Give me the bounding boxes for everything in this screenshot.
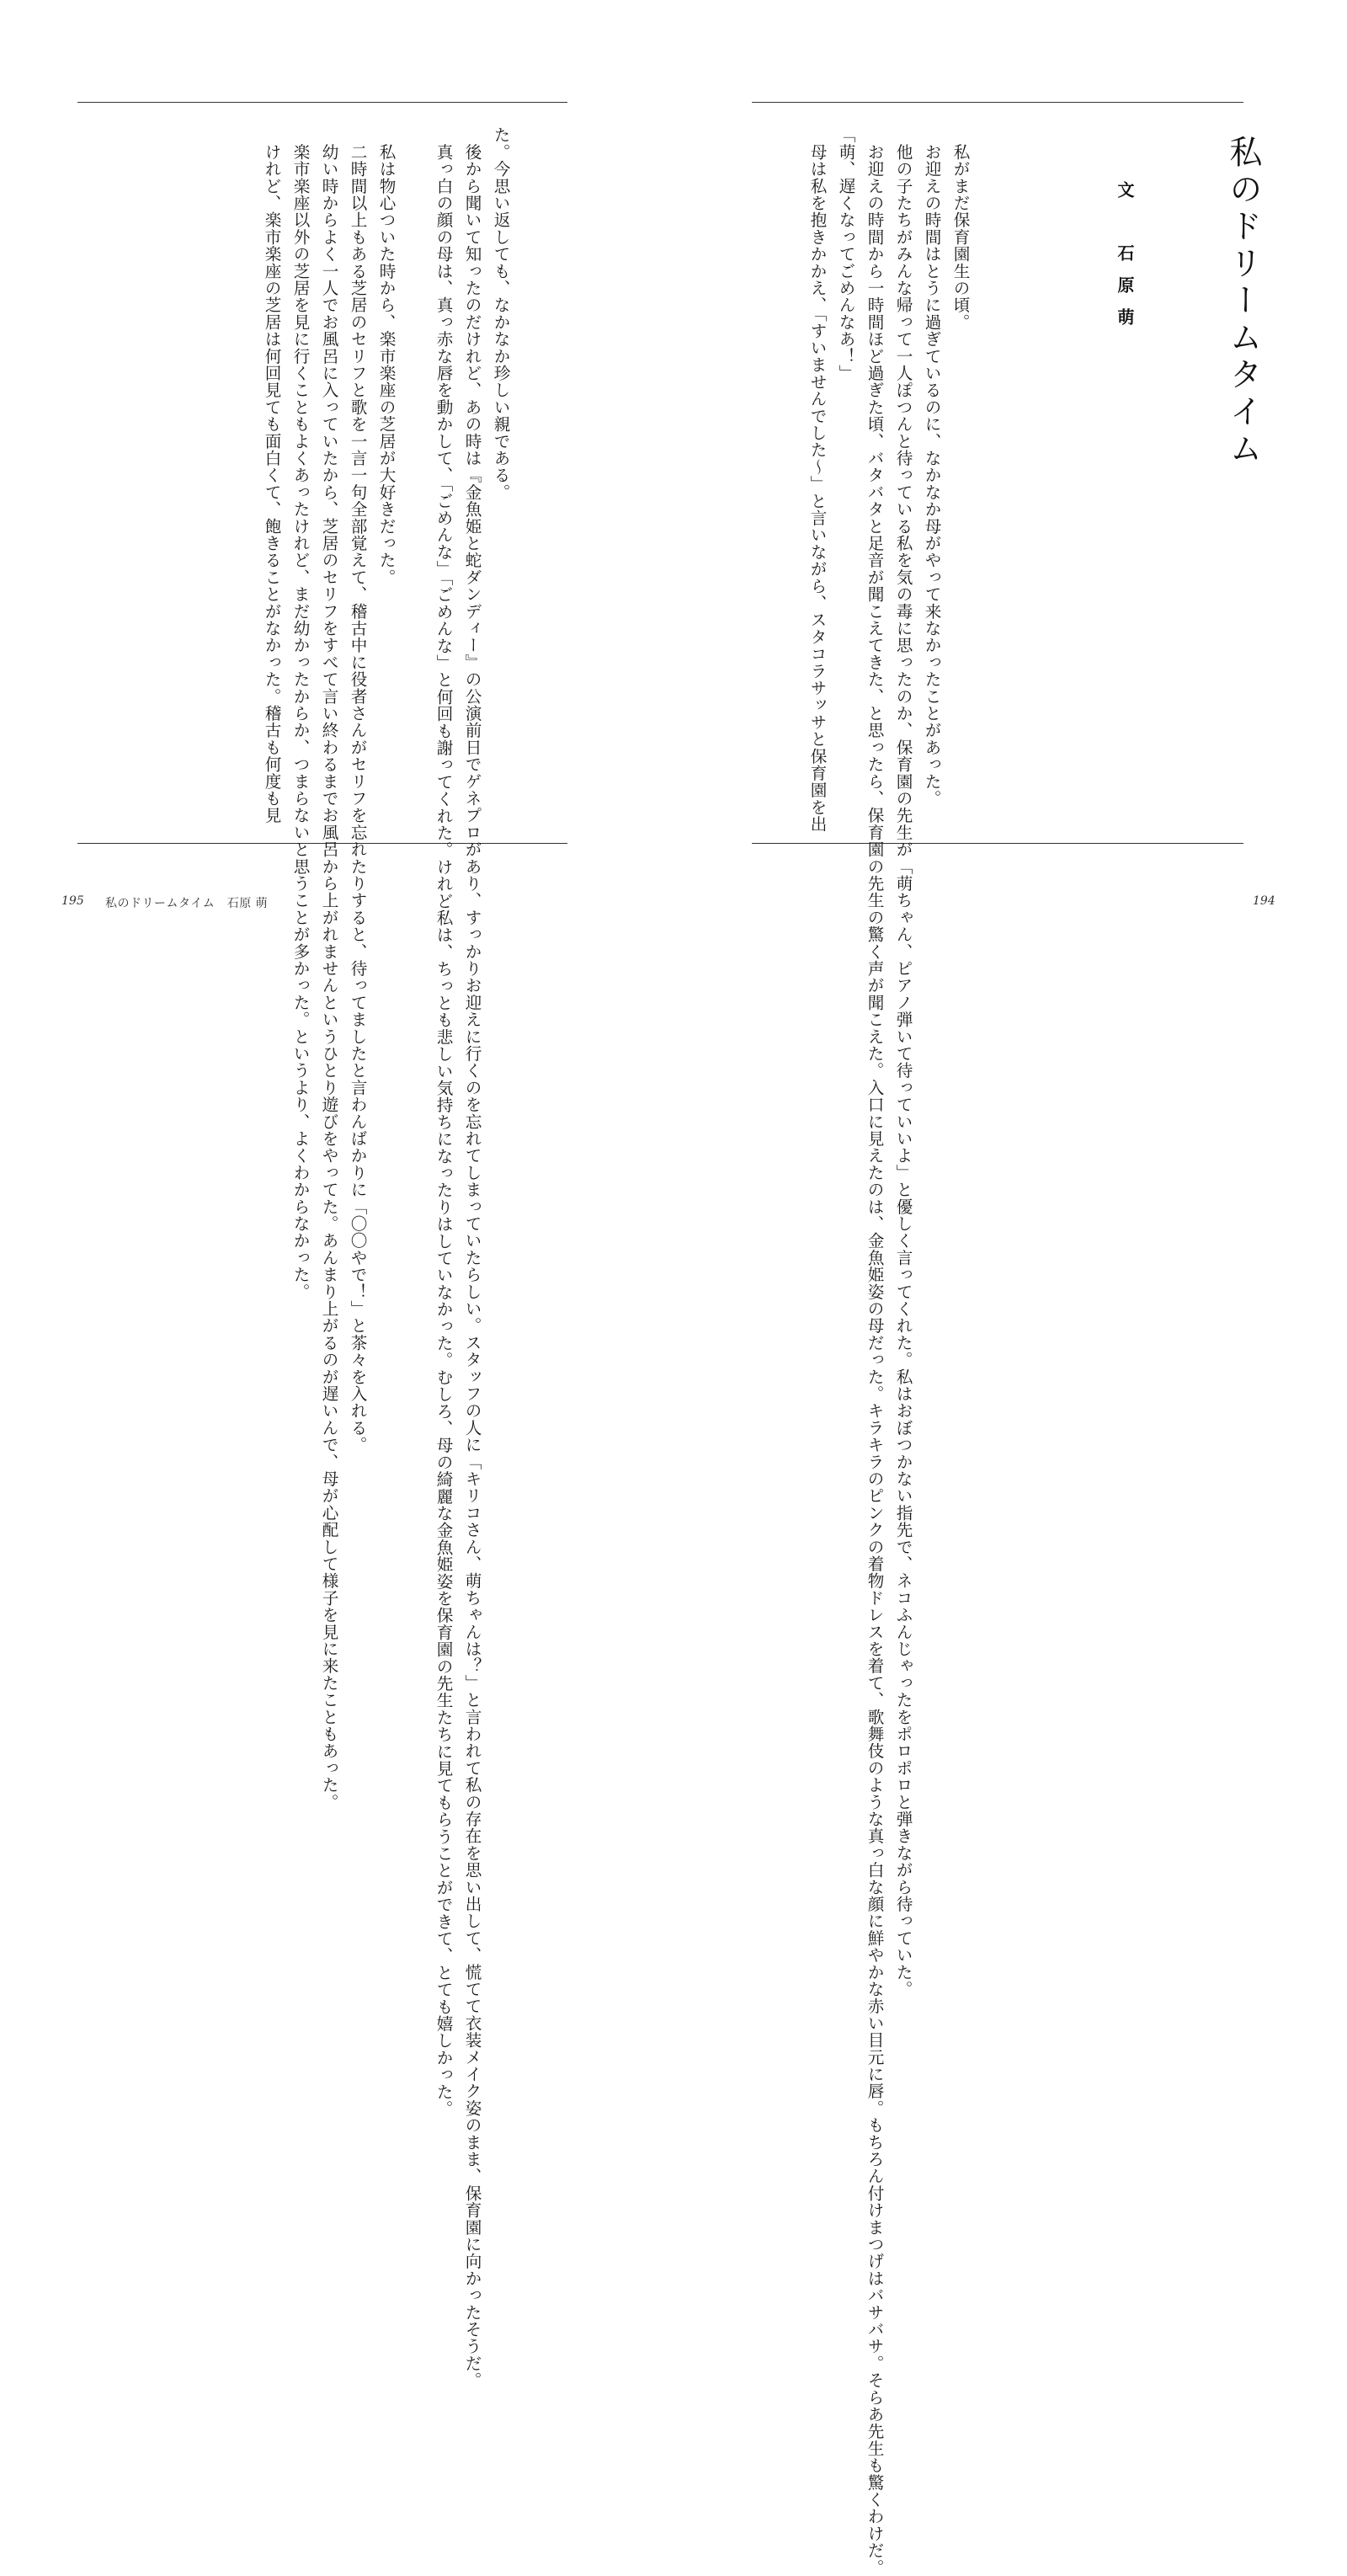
left-page-number: 195 (61, 894, 84, 908)
right-bottom-rule (752, 843, 1243, 844)
running-head: 私のドリームタイム 石原 萌 (105, 897, 269, 910)
right-page-text: 私がまだ保育園生の頃。 お迎えの時間はとうに過ぎているのに、なかなか母がやって来なかったことがあった。 他の子たちがみんな帰って一人ぽつんと待っている私を気の毒に思ったのか、保育園の先生が「萌ちゃん、ピアノ弾いて待っていいよ」と優しく言ってくれた。私はおぼつかない指先で、ネコふんじゃったをポロポロと弾きながら待っていた。 お迎えの時間から一時間ほど過ぎた頃、バタバタと足音が聞こえてきた、と思ったら、保育園の先生の驚く声が聞こえた。入口に見えたのは、金魚姫姿の母だった。キラキラのピンクの着物ドレスを着て、歌舞伎のような真っ白な顔に鮮やかな赤い目元に唇。もちろん付けまつげはバサバサ。そらあ先生も驚くわけだ。 「萌、遅くなってごめんなあ！」 母は私を抱きかかえ、「すいませんでした〜」と言いながら、スタコラサッサと保育園を出 (807, 126, 970, 2576)
right-top-rule (752, 102, 1243, 103)
left-page-text: た。今思い返しても、なかなか珍しい親である。 後から聞いて知ったのだけれど、あの時は『金魚姫と蛇ダンディー』の公演前日でゲネプロがあり、すっかりお迎えに行くのを忘れてしまっていたらしい。スタッフの人に「キリコさん、萌ちゃんは？」と言われて私の存在を思い出して、慌てて衣装メイク姿のまま、保育園に向かったそうだ。 真っ白の顔の母は、真っ赤な唇を動かして、「ごめんな」「ごめんな」と何回も謝ってくれた。けれど私は、ちっとも悲しい気持ちになったりはしていなかった。むしろ、母の綺麗な金魚姫姿を保育園の先生たちに見てもらうことができて、とても嬉しかった。 私は物心ついた時から、楽市楽座の芝居が大好きだった。 二時間以上もある芝居のセリフと歌を一言一句全部覚えて、稽古中に役者さんがセリフを忘れたりすると、待ってましたと言わんばかりに「〇〇やで！」と茶々を入れる。 幼い時からよく一人でお風呂に入っていたから、芝居のセリフをすべて言い終わるまでお風呂から上がれませんというひとり遊びをやってた。あんまり上がるのが遅いんで、母が心配して様子を見に来たこともあった。 楽市楽座以外の芝居を見に行くこともよくあったけれど、まだ幼かったからか、つまらないと思うことが多かった。というより、よくわからなかった。 けれど、楽市楽座の芝居は何回見ても面白くて、飽きることがなかった。稽古も何度も見 (262, 126, 510, 2389)
article-title: 私のドリームタイム (1224, 135, 1262, 468)
right-page-body (753, 126, 1031, 2576)
right-page-number: 194 (1253, 894, 1275, 908)
left-top-rule (77, 102, 567, 103)
byline-label: 文 (1115, 181, 1135, 198)
author-name: 石原萌 (1115, 244, 1135, 340)
